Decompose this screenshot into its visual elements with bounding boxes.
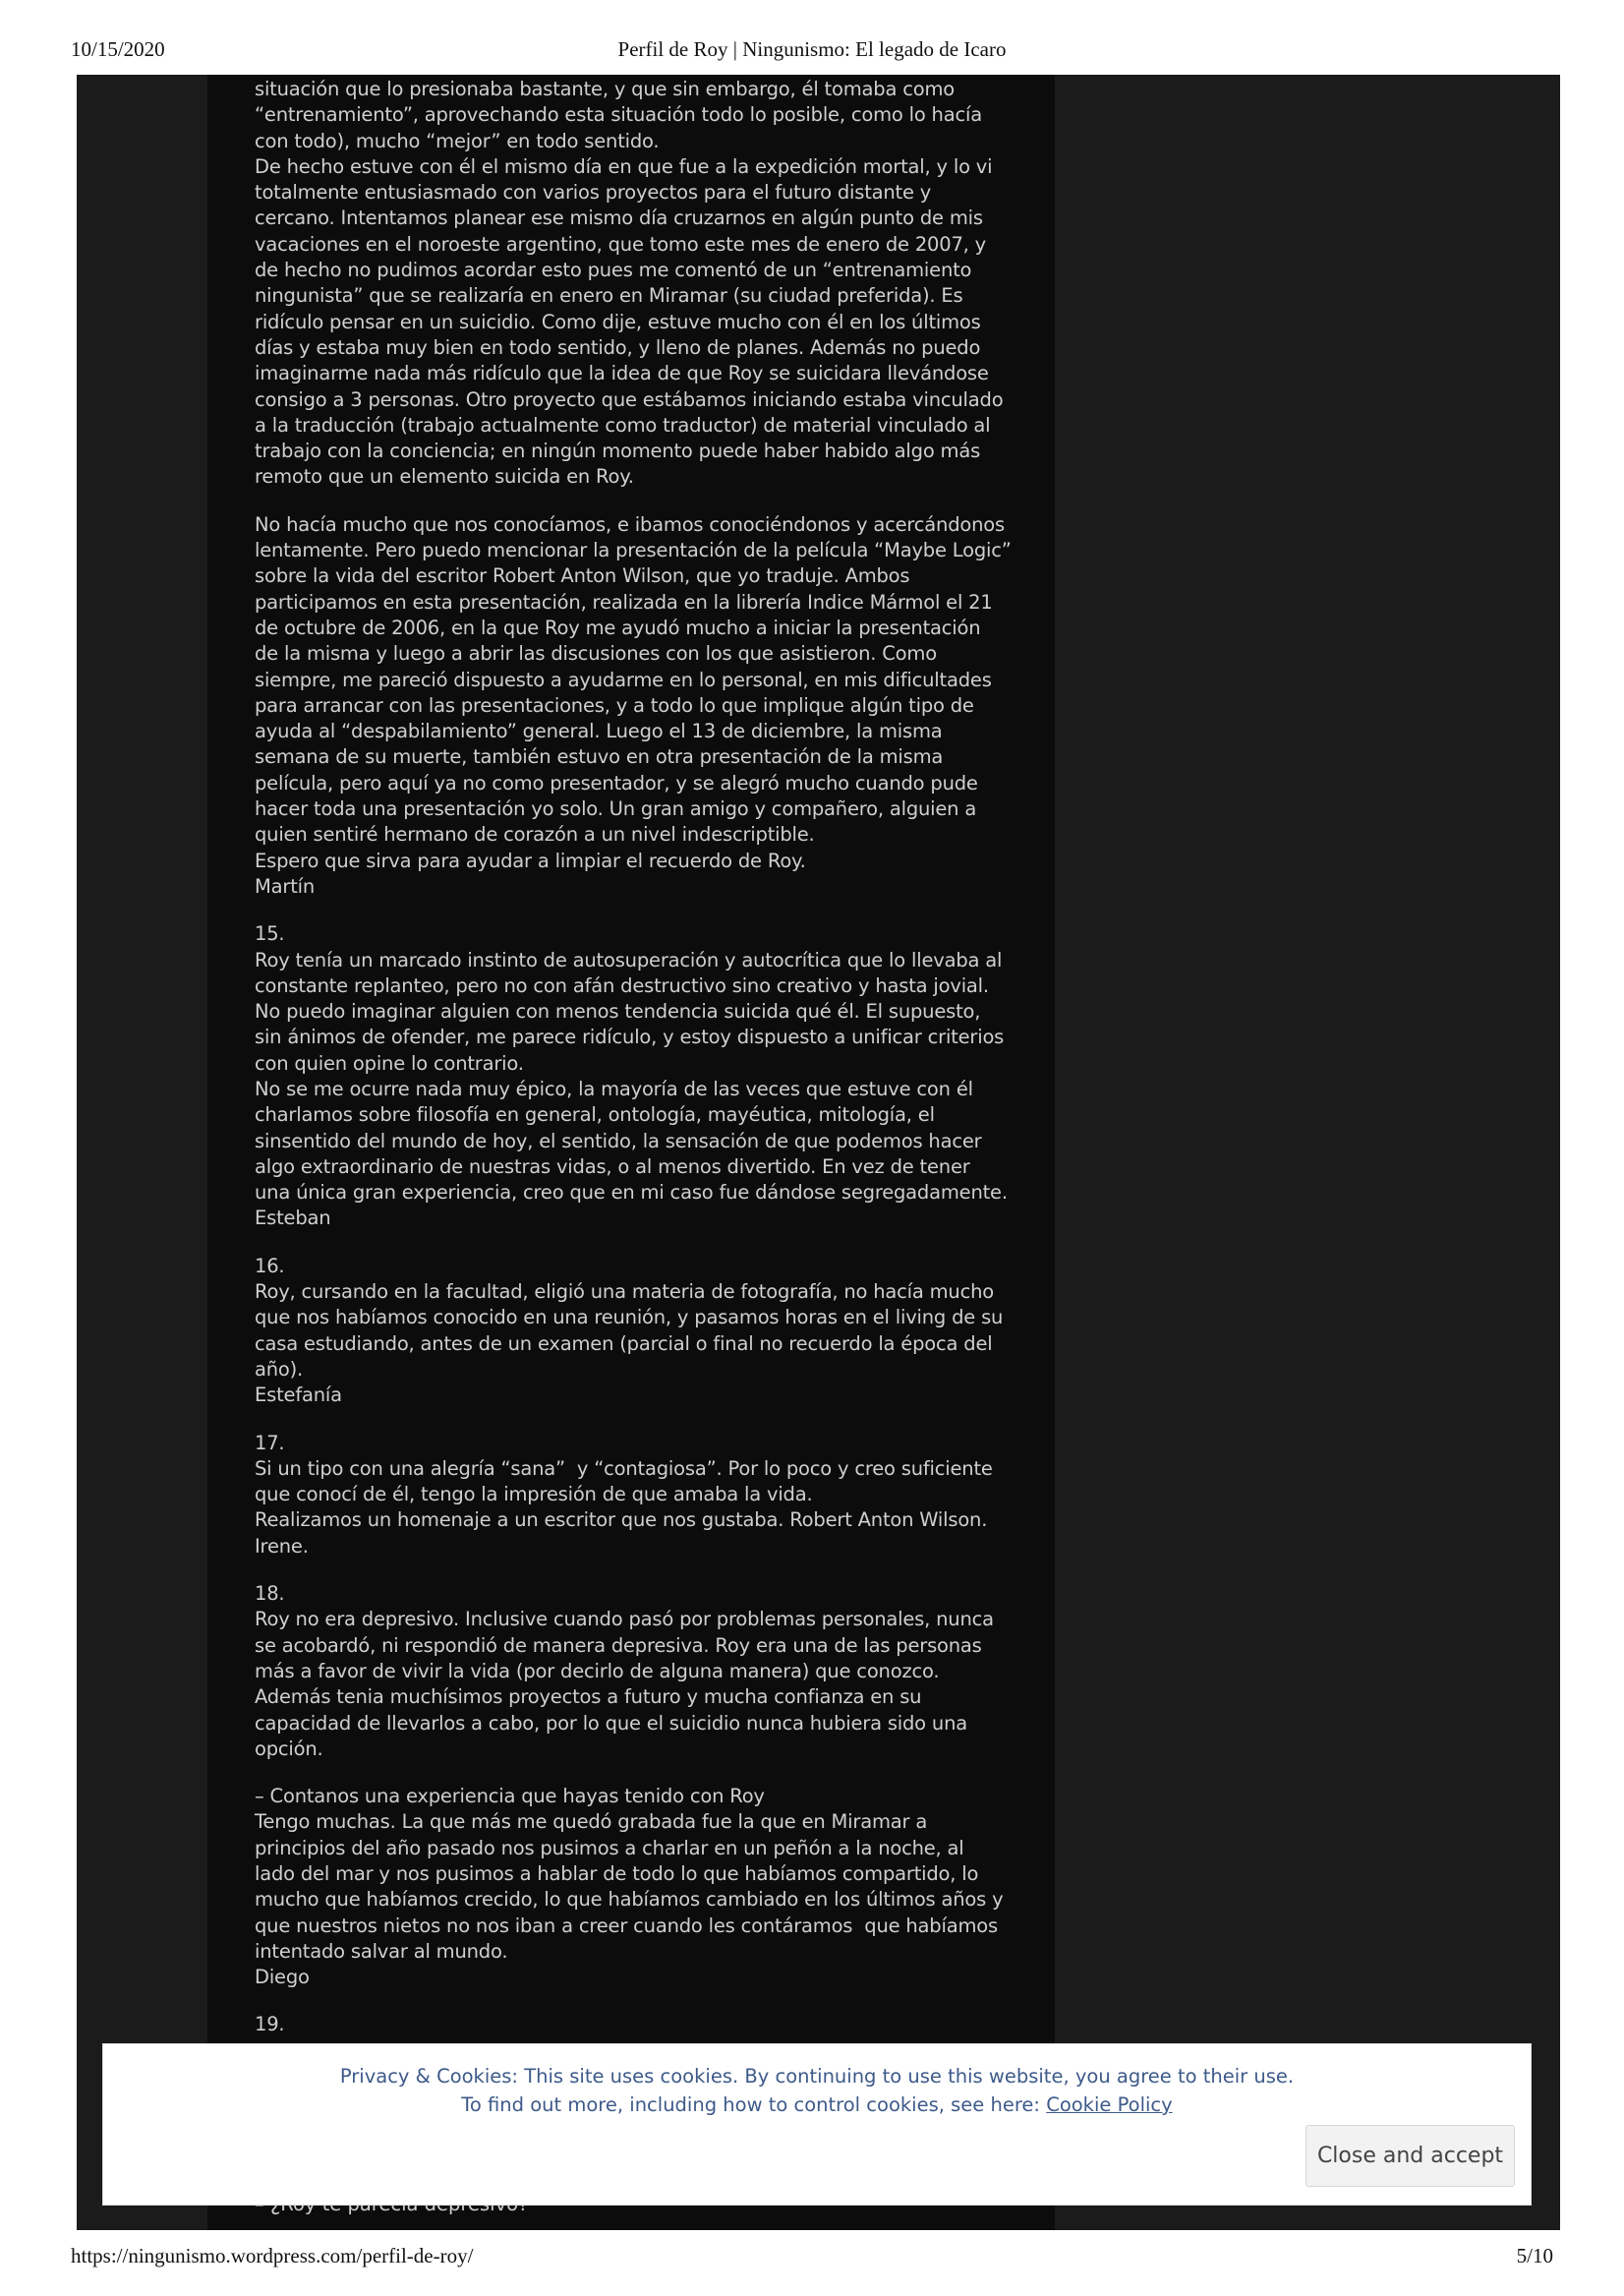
article-line: que nuestros nietos no nos iban a creer cuando les contáramos que habíamos [255, 1913, 998, 1937]
cookie-policy-link[interactable]: Cookie Policy [1046, 2093, 1173, 2116]
article-paragraph [255, 921, 1021, 1232]
article-line: Espero que sirva para ayudar a limpiar el recuerdo de Roy. [255, 849, 806, 872]
article-line: con quien opine lo contrario. [255, 1051, 524, 1075]
article-line: con todo), mucho “mejor” en todo sentido. [255, 129, 660, 152]
article-line: – Contanos una experiencia que hayas tenido con Roy [255, 1785, 765, 1808]
article-line: ridículo pensar en un suicidio. Como dije, estuve mucho con él en los últimos [255, 310, 981, 333]
article-line: totalmente entusiasmado con varios proyectos para el futuro distante y [255, 181, 932, 205]
article-paragraph [255, 1784, 1021, 1990]
article-line: sinsentido del mundo de hoy, el sentido, la sensación de que podemos hacer [255, 1129, 982, 1152]
cookie-notice-line-1: Privacy & Cookies: This site uses cookies. By continuing to use this website, you agree to their use. [339, 2065, 1295, 2088]
article-line: situación que lo presionaba bastante, y que sin embargo, él tomaba como [255, 78, 955, 100]
article-line: opción. [255, 1737, 323, 1760]
article-line: imaginarme nada más ridículo que la idea de que Roy se suicidara llevándose [255, 362, 989, 385]
article-line: Irene. [255, 1534, 309, 1558]
article-line: mucho que habíamos crecido, lo que habíamos cambiado en los últimos años y [255, 1888, 1004, 1912]
close-and-accept-button[interactable]: Close and accept [1305, 2125, 1515, 2187]
article-line: de hecho no pudimos acordar esto pues me comentó de un “entrenamiento [255, 259, 972, 282]
article-paragraph [255, 1431, 1021, 1560]
article-line: hacer toda una presentación yo solo. Un gran amigo y compañero, alguien a [255, 797, 977, 821]
article-paragraph [255, 1581, 1021, 1762]
article-line: algo extraordinario de nuestras vidas, o al menos divertido. En vez de tener [255, 1154, 970, 1178]
article-line: remoto que un elemento suicida en Roy. [255, 465, 634, 489]
article-line: de octubre de 2006, en la que Roy me ayudó mucho a iniciar la presentación [255, 616, 981, 639]
article-line: Esteban [255, 1207, 331, 1230]
article-line: a la traducción (trabajo actualmente como traductor) de material vinculado al [255, 413, 991, 437]
article-line: que conocí de él, tengo la impresión de que amaba la vida. [255, 1483, 813, 1506]
article-line: “entrenamiento”, aprovechando esta situación todo lo posible, como lo hacía [255, 103, 982, 127]
article-line: Martín [255, 874, 316, 898]
article-line: intentado salvar al mundo. [255, 1939, 508, 1963]
article-line: se acobardó, ni respondió de manera depresiva. Roy era una de las personas [255, 1633, 982, 1657]
print-footer [0, 2244, 1624, 2283]
article-line: De hecho estuve con él el mismo día en que fue a la expedición mortal, y lo vi [255, 154, 993, 178]
article-line: de la misma y luego a abrir las discusiones con los que asistieron. Como [255, 642, 937, 666]
article-line: Estefanía [255, 1383, 342, 1407]
article-line: 16. [255, 1254, 285, 1277]
print-page-title: Perfil de Roy | Ningunismo: El legado de Icaro [617, 37, 1007, 61]
article-line: 18. [255, 1582, 285, 1606]
print-page-number: 5/10 [1516, 2244, 1553, 2267]
article-line: quien sentiré hermano de corazón a un nivel indescriptible. [255, 823, 815, 847]
content-column [207, 75, 1055, 2230]
article-line: principios del año pasado nos pusimos a charlar en un peñón a la noche, al [255, 1836, 964, 1859]
cookie-notice-prefix: To find out more, including how to control cookies, see here: [461, 2093, 1047, 2116]
article-line: 17. [255, 1431, 285, 1454]
article-line: lado del mar y nos pusimos a hablar de todo lo que habíamos compartido, lo [255, 1862, 979, 1885]
article-line: vacaciones en el noroeste argentino, que tomo este mes de enero de 2007, y [255, 232, 986, 256]
article-line: No puedo imaginar alguien con menos tendencia suicida qué él. El supuesto, [255, 1000, 981, 1024]
article-line: Además tenia muchísimos proyectos a futuro y mucha confianza en su [255, 1685, 922, 1709]
article-line: película, pero aquí ya no como presentador, y se alegró mucho cuando pude [255, 771, 978, 795]
article-paragraph [255, 512, 1021, 900]
print-date: 10/15/2020 [71, 37, 165, 61]
article-paragraph [255, 2012, 1021, 2037]
article-line: charlamos sobre filosofía en general, ontología, mayéutica, mitología, el [255, 1103, 935, 1127]
article-line: Roy no era depresivo. Inclusive cuando pasó por problemas personales, nunca [255, 1608, 994, 1631]
article-line: 19. [255, 2013, 285, 2036]
article-line: siempre, me pareció dispuesto a ayudarme en lo personal, en mis dificultades [255, 668, 992, 691]
article-line: semana de su muerte, también estuvo en otra presentación de la misma [255, 745, 944, 769]
article-line: que nos habíamos conocido en una reunión, y pasamos horas en el living de su [255, 1306, 1004, 1329]
article-line: No se me ocurre nada muy épico, la mayoría de las veces que estuve con él [255, 1077, 973, 1100]
cookie-notice-text [103, 2062, 1531, 2119]
article-line: Roy, cursando en la facultad, eligió una materia de fotografía, no hacía mucho [255, 1280, 994, 1304]
article-line: una única gran experiencia, creo que en mi caso fue dándose segregadamente. [255, 1181, 1008, 1205]
article-line: Si un tipo con una alegría “sana” y “contagiosa”. Por lo poco y creo suficiente [255, 1456, 993, 1480]
article-paragraph [255, 1254, 1021, 1409]
article-line: para arrancar con las presentaciones, y a todo lo que implique algún tipo de [255, 693, 974, 717]
article-line: sobre la vida del escritor Robert Anton Wilson, que yo traduje. Ambos [255, 564, 910, 588]
article-line: sin ánimos de ofender, me parece ridículo, y estoy dispuesto a unificar criterios [255, 1026, 1005, 1049]
article-line: trabajo con la conciencia; en ningún momento puede haber habido algo más [255, 440, 981, 463]
article-line: ayuda al “despabilamiento” general. Luego el 13 de diciembre, la misma [255, 720, 943, 743]
article-line: Tengo muchas. La que más me quedó grabada fue la que en Miramar a [255, 1810, 928, 1834]
article-line: lentamente. Pero puedo mencionar la presentación de la película “Maybe Logic” [255, 539, 1012, 562]
article-line: casa estudiando, antes de un examen (parcial o final no recuerdo la época del [255, 1331, 993, 1355]
article-line: participamos en esta presentación, realizada en la librería Indice Mármol el 21 [255, 590, 993, 614]
article-line: días y estaba muy bien en todo sentido, y lleno de planes. Además no puedo [255, 335, 981, 359]
article-line: 15. [255, 922, 285, 946]
article-line: más a favor de vivir la vida (por decirlo de alguna manera) que conozco. [255, 1659, 940, 1682]
article-line: capacidad de llevarlos a cabo, por lo que el suicidio nunca hubiera sido una [255, 1711, 967, 1735]
print-header [0, 37, 1624, 77]
article-line: No hacía mucho que nos conocíamos, e ibamos conociéndonos y acercándonos [255, 512, 1005, 536]
print-url: https://ningunismo.wordpress.com/perfil-de-roy/ [71, 2244, 474, 2267]
article-line: Diego [255, 1966, 310, 1989]
article-line: cercano. Intentamos planear ese mismo día cruzarnos en algún punto de mis [255, 206, 983, 230]
article-paragraph [255, 77, 1021, 491]
article-body [255, 77, 1021, 2060]
article-line: ningunista” que se realizaría en enero en Miramar (su ciudad preferida). Es [255, 284, 963, 308]
cookie-banner [102, 2043, 1532, 2206]
article-line: Realizamos un homenaje a un escritor que nos gustaba. Robert Anton Wilson. [255, 1508, 988, 1532]
cookie-notice-line-2 [103, 2090, 1531, 2119]
article-line: constante replanteo, pero no con afán destructivo sino creativo y hasta jovial. [255, 973, 989, 997]
article-line: año). [255, 1357, 304, 1381]
article-line: Roy tenía un marcado instinto de autosuperación y autocrítica que lo llevaba al [255, 948, 1003, 971]
article-line: consigo a 3 personas. Otro proyecto que estábamos iniciando estaba vinculado [255, 387, 1004, 411]
